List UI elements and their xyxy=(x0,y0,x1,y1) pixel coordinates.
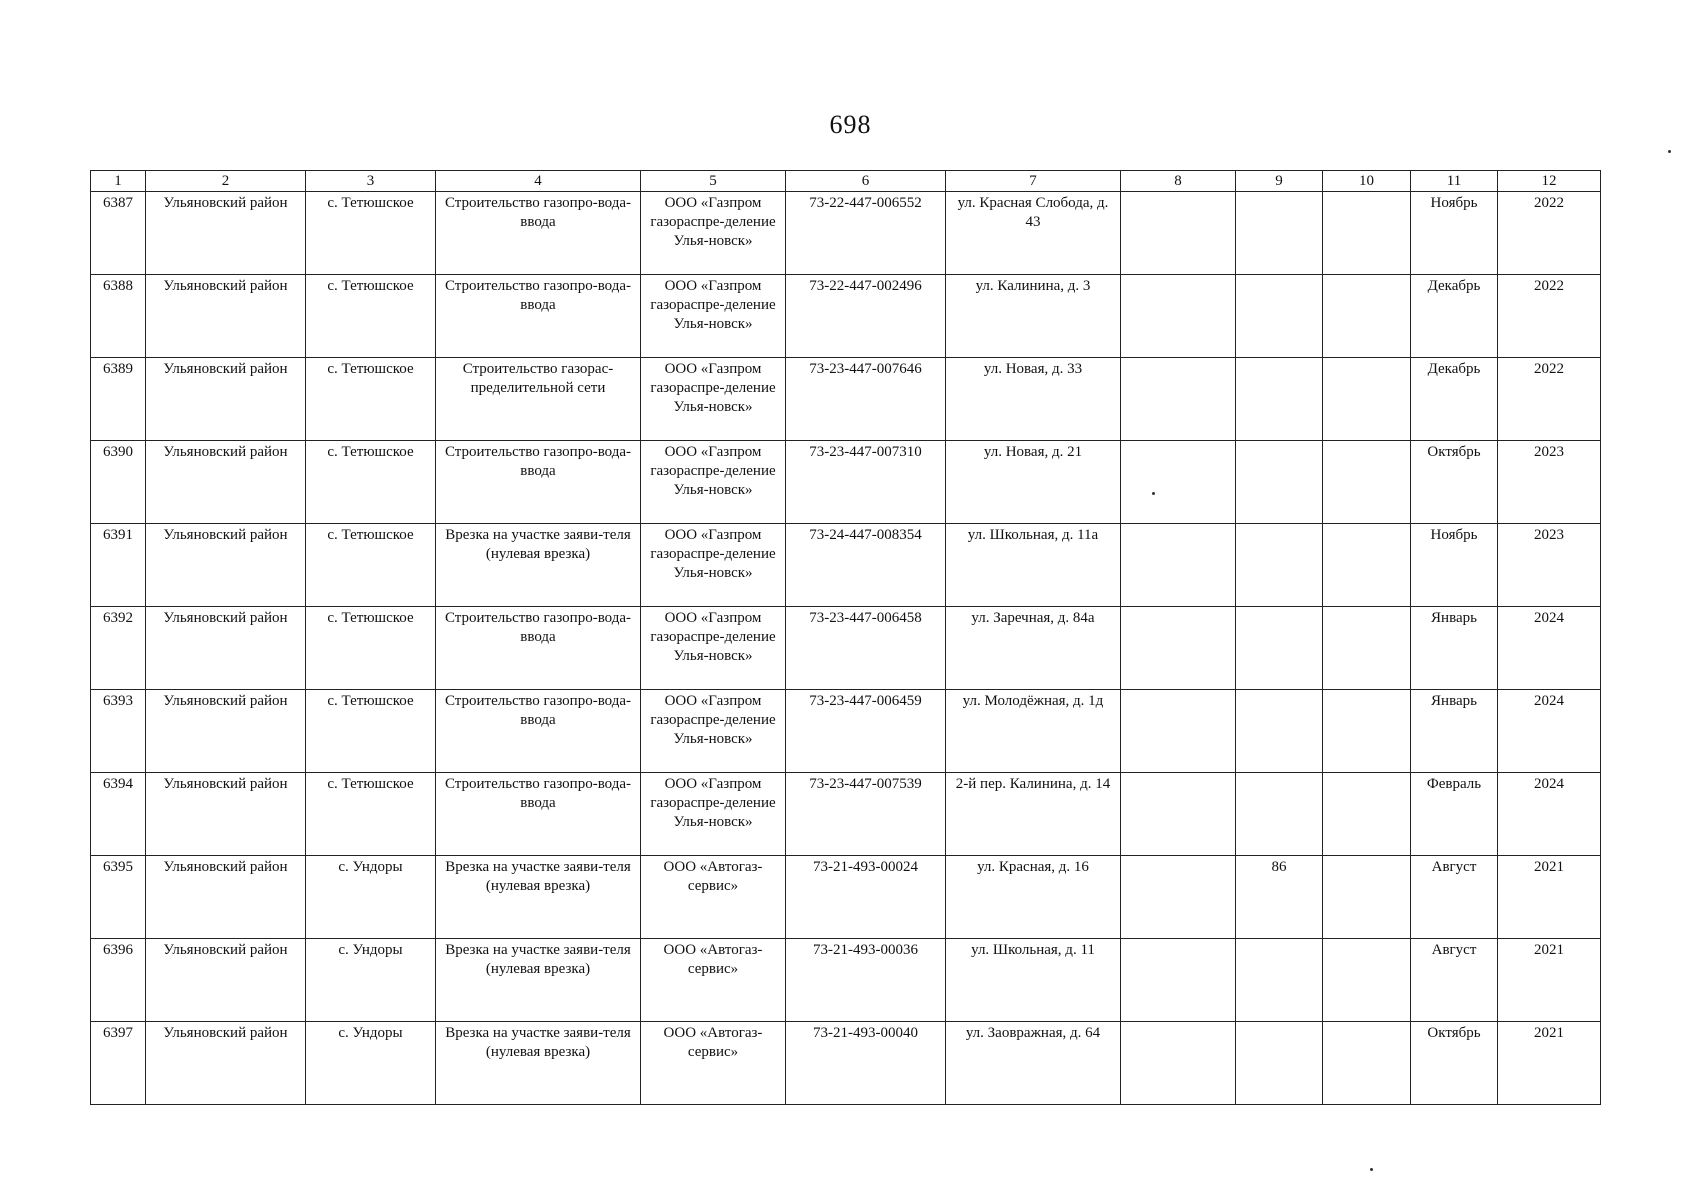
month-cell: Август xyxy=(1411,856,1498,939)
work-type-cell: Врезка на участке заяви-теля (нулевая врезка) xyxy=(436,939,641,1022)
work-type-cell: Строительство газопро-вода-ввода xyxy=(436,607,641,690)
table-row xyxy=(91,441,1601,524)
year-cell: 2022 xyxy=(1498,192,1601,275)
year-cell: 2022 xyxy=(1498,358,1601,441)
organization-cell: ООО «Автогаз-сервис» xyxy=(641,1022,786,1105)
column-10-cell xyxy=(1323,275,1411,358)
column-9-cell xyxy=(1236,441,1323,524)
district-cell: Ульяновский район xyxy=(146,773,306,856)
organization-cell: ООО «Газпром газораспре-деление Улья-новск» xyxy=(641,358,786,441)
organization-cell: ООО «Газпром газораспре-деление Улья-новск» xyxy=(641,524,786,607)
application-number-cell: 73-23-447-006459 xyxy=(786,690,946,773)
settlement-cell: с. Тетюшское xyxy=(306,275,436,358)
month-cell: Декабрь xyxy=(1411,275,1498,358)
year-cell: 2024 xyxy=(1498,607,1601,690)
column-9-cell: 86 xyxy=(1236,856,1323,939)
month-cell: Январь xyxy=(1411,690,1498,773)
work-type-cell: Строительство газопро-вода-ввода xyxy=(436,275,641,358)
column-header: 5 xyxy=(641,171,786,192)
row-number-cell: 6396 xyxy=(91,939,146,1022)
work-type-cell: Строительство газорас-пределительной сети xyxy=(436,358,641,441)
address-cell: ул. Красная Слобода, д. 43 xyxy=(946,192,1121,275)
address-cell: ул. Заречная, д. 84а xyxy=(946,607,1121,690)
year-cell: 2024 xyxy=(1498,773,1601,856)
settlement-cell: с. Ундоры xyxy=(306,939,436,1022)
month-cell: Октябрь xyxy=(1411,1022,1498,1105)
settlement-cell: с. Тетюшское xyxy=(306,690,436,773)
district-cell: Ульяновский район xyxy=(146,192,306,275)
district-cell: Ульяновский район xyxy=(146,1022,306,1105)
address-cell: ул. Школьная, д. 11 xyxy=(946,939,1121,1022)
address-cell: ул. Новая, д. 21 xyxy=(946,441,1121,524)
column-9-cell xyxy=(1236,607,1323,690)
district-cell: Ульяновский район xyxy=(146,690,306,773)
organization-cell: ООО «Автогаз-сервис» xyxy=(641,856,786,939)
application-number-cell: 73-21-493-00036 xyxy=(786,939,946,1022)
settlement-cell: с. Тетюшское xyxy=(306,441,436,524)
row-number-cell: 6389 xyxy=(91,358,146,441)
settlement-cell: с. Тетюшское xyxy=(306,524,436,607)
settlement-cell: с. Ундоры xyxy=(306,1022,436,1105)
column-10-cell xyxy=(1323,939,1411,1022)
column-9-cell xyxy=(1236,358,1323,441)
column-header: 7 xyxy=(946,171,1121,192)
year-cell: 2021 xyxy=(1498,856,1601,939)
year-cell: 2021 xyxy=(1498,939,1601,1022)
column-10-cell xyxy=(1323,690,1411,773)
row-number-cell: 6397 xyxy=(91,1022,146,1105)
column-9-cell xyxy=(1236,773,1323,856)
column-10-cell xyxy=(1323,1022,1411,1105)
organization-cell: ООО «Газпром газораспре-деление Улья-новск» xyxy=(641,607,786,690)
page-number: 698 xyxy=(829,110,872,139)
address-cell: 2-й пер. Калинина, д. 14 xyxy=(946,773,1121,856)
column-8-cell xyxy=(1121,192,1236,275)
work-type-cell: Врезка на участке заяви-теля (нулевая врезка) xyxy=(436,1022,641,1105)
column-10-cell xyxy=(1323,192,1411,275)
table-row xyxy=(91,524,1601,607)
column-header: 11 xyxy=(1411,171,1498,192)
column-header: 10 xyxy=(1323,171,1411,192)
year-cell: 2023 xyxy=(1498,441,1601,524)
year-cell: 2023 xyxy=(1498,524,1601,607)
row-number-cell: 6394 xyxy=(91,773,146,856)
month-cell: Ноябрь xyxy=(1411,192,1498,275)
row-number-cell: 6392 xyxy=(91,607,146,690)
column-8-cell xyxy=(1121,524,1236,607)
year-cell: 2024 xyxy=(1498,690,1601,773)
application-number-cell: 73-21-493-00040 xyxy=(786,1022,946,1105)
address-cell: ул. Молодёжная, д. 1д xyxy=(946,690,1121,773)
organization-cell: ООО «Газпром газораспре-деление Улья-новск» xyxy=(641,192,786,275)
row-number-cell: 6393 xyxy=(91,690,146,773)
column-header: 6 xyxy=(786,171,946,192)
column-header: 2 xyxy=(146,171,306,192)
district-cell: Ульяновский район xyxy=(146,441,306,524)
column-8-cell xyxy=(1121,690,1236,773)
address-cell: ул. Новая, д. 33 xyxy=(946,358,1121,441)
table-row xyxy=(91,358,1601,441)
column-9-cell xyxy=(1236,939,1323,1022)
column-header: 12 xyxy=(1498,171,1601,192)
table-row xyxy=(91,1022,1601,1105)
month-cell: Ноябрь xyxy=(1411,524,1498,607)
column-10-cell xyxy=(1323,524,1411,607)
column-8-cell xyxy=(1121,275,1236,358)
column-10-cell xyxy=(1323,856,1411,939)
address-cell: ул. Калинина, д. 3 xyxy=(946,275,1121,358)
row-number-cell: 6395 xyxy=(91,856,146,939)
application-number-cell: 73-23-447-007310 xyxy=(786,441,946,524)
application-number-cell: 73-24-447-008354 xyxy=(786,524,946,607)
column-10-cell xyxy=(1323,773,1411,856)
month-cell: Август xyxy=(1411,939,1498,1022)
row-number-cell: 6390 xyxy=(91,441,146,524)
organization-cell: ООО «Автогаз-сервис» xyxy=(641,939,786,1022)
table-row xyxy=(91,773,1601,856)
column-number-row xyxy=(91,171,1601,192)
column-8-cell xyxy=(1121,856,1236,939)
settlement-cell: с. Тетюшское xyxy=(306,607,436,690)
district-cell: Ульяновский район xyxy=(146,275,306,358)
work-type-cell: Строительство газопро-вода-ввода xyxy=(436,192,641,275)
table-row xyxy=(91,275,1601,358)
table-body xyxy=(91,192,1601,1105)
column-9-cell xyxy=(1236,1022,1323,1105)
column-8-cell xyxy=(1121,939,1236,1022)
application-number-cell: 73-22-447-006552 xyxy=(786,192,946,275)
column-header: 3 xyxy=(306,171,436,192)
column-8-cell xyxy=(1121,358,1236,441)
settlement-cell: с. Тетюшское xyxy=(306,773,436,856)
column-header: 9 xyxy=(1236,171,1323,192)
row-number-cell: 6387 xyxy=(91,192,146,275)
month-cell: Октябрь xyxy=(1411,441,1498,524)
application-number-cell: 73-23-447-007539 xyxy=(786,773,946,856)
column-header: 4 xyxy=(436,171,641,192)
settlement-cell: с. Тетюшское xyxy=(306,358,436,441)
address-cell: ул. Красная, д. 16 xyxy=(946,856,1121,939)
column-8-cell xyxy=(1121,441,1236,524)
district-cell: Ульяновский район xyxy=(146,607,306,690)
column-8-cell xyxy=(1121,1022,1236,1105)
work-type-cell: Строительство газопро-вода-ввода xyxy=(436,441,641,524)
column-9-cell xyxy=(1236,524,1323,607)
organization-cell: ООО «Газпром газораспре-деление Улья-новск» xyxy=(641,773,786,856)
scan-speck xyxy=(1152,492,1155,495)
table-row xyxy=(91,856,1601,939)
year-cell: 2022 xyxy=(1498,275,1601,358)
month-cell: Декабрь xyxy=(1411,358,1498,441)
column-10-cell xyxy=(1323,441,1411,524)
work-type-cell: Строительство газопро-вода-ввода xyxy=(436,690,641,773)
column-9-cell xyxy=(1236,275,1323,358)
organization-cell: ООО «Газпром газораспре-деление Улья-новск» xyxy=(641,275,786,358)
application-number-cell: 73-23-447-006458 xyxy=(786,607,946,690)
month-cell: Январь xyxy=(1411,607,1498,690)
scan-speck xyxy=(1370,1168,1373,1171)
application-number-cell: 73-21-493-00024 xyxy=(786,856,946,939)
organization-cell: ООО «Газпром газораспре-деление Улья-новск» xyxy=(641,441,786,524)
table-row xyxy=(91,690,1601,773)
column-8-cell xyxy=(1121,607,1236,690)
work-type-cell: Врезка на участке заяви-теля (нулевая врезка) xyxy=(436,524,641,607)
row-number-cell: 6391 xyxy=(91,524,146,607)
organization-cell: ООО «Газпром газораспре-деление Улья-новск» xyxy=(641,690,786,773)
scan-speck xyxy=(1668,150,1671,153)
column-9-cell xyxy=(1236,192,1323,275)
address-cell: ул. Школьная, д. 11а xyxy=(946,524,1121,607)
table-row xyxy=(91,192,1601,275)
work-type-cell: Строительство газопро-вода-ввода xyxy=(436,773,641,856)
settlement-cell: с. Тетюшское xyxy=(306,192,436,275)
application-number-cell: 73-22-447-002496 xyxy=(786,275,946,358)
address-cell: ул. Заовражная, д. 64 xyxy=(946,1022,1121,1105)
settlement-cell: с. Ундоры xyxy=(306,856,436,939)
work-type-cell: Врезка на участке заяви-теля (нулевая врезка) xyxy=(436,856,641,939)
column-9-cell xyxy=(1236,690,1323,773)
district-cell: Ульяновский район xyxy=(146,358,306,441)
register-table xyxy=(90,170,1601,1105)
table-row xyxy=(91,939,1601,1022)
application-number-cell: 73-23-447-007646 xyxy=(786,358,946,441)
column-10-cell xyxy=(1323,358,1411,441)
column-header: 8 xyxy=(1121,171,1236,192)
month-cell: Февраль xyxy=(1411,773,1498,856)
district-cell: Ульяновский район xyxy=(146,524,306,607)
column-8-cell xyxy=(1121,773,1236,856)
row-number-cell: 6388 xyxy=(91,275,146,358)
column-header: 1 xyxy=(91,171,146,192)
district-cell: Ульяновский район xyxy=(146,856,306,939)
year-cell: 2021 xyxy=(1498,1022,1601,1105)
column-10-cell xyxy=(1323,607,1411,690)
table-row xyxy=(91,607,1601,690)
district-cell: Ульяновский район xyxy=(146,939,306,1022)
